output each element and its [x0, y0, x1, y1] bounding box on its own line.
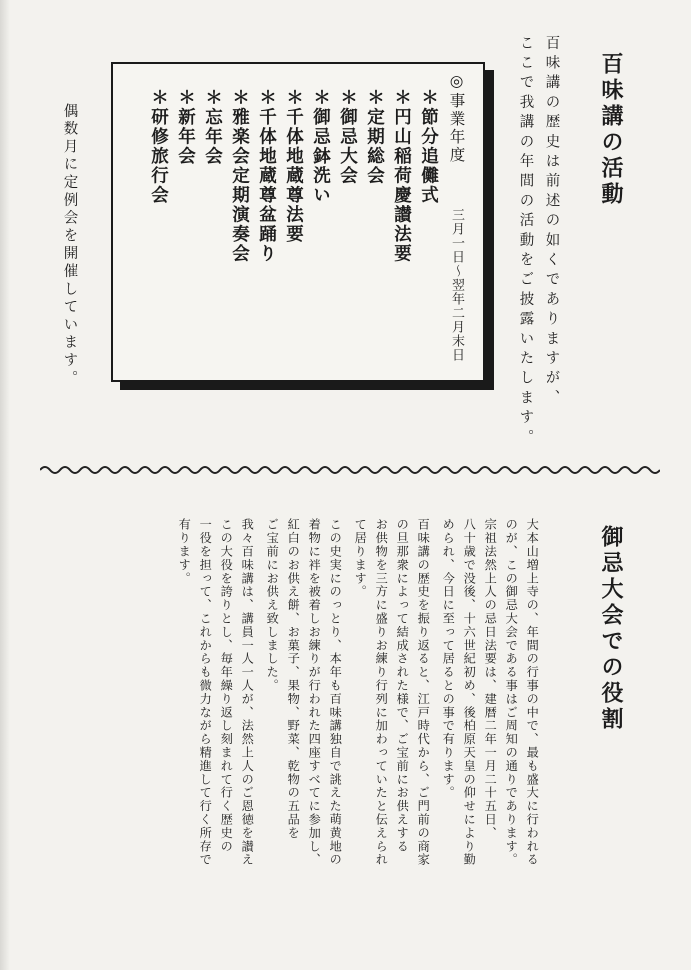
event-item: ＊御忌大会: [337, 88, 358, 186]
body-line: の旦那衆によって結成された様で、ご宝前にお供えする: [395, 518, 410, 853]
event-item: ＊雅楽会定期演奏会: [229, 88, 250, 264]
body-line: 八十歳で没後、十六世紀初め、後柏原天皇の仰せにより勤: [462, 518, 477, 867]
event-item: ＊節分追儺式: [418, 88, 439, 205]
meeting-note: 偶数月に定例会を開催しています。: [61, 103, 78, 388]
intro-line-1: 百味講の歴史は前述の如くでありますが、: [543, 35, 560, 410]
body-line: この大役を誇りとし、毎年繰り返し刻まれて行く歴史の: [219, 518, 234, 853]
body-line: て居ります。: [353, 518, 368, 599]
event-item: ＊新年会: [175, 88, 196, 166]
body-line: 一役を担って、これからも微力ながら精進して行く所存で: [198, 518, 213, 867]
page-edge-shadow: [0, 0, 10, 970]
event-item: ＊研修旅行会: [148, 88, 169, 205]
bottom-heading: 御忌大会での役割: [598, 525, 624, 733]
body-line: 我々百味講は、講員一人一人が、法然上人のご恩徳を讃え: [240, 518, 255, 867]
body-line: 有ります。: [177, 518, 192, 585]
event-item: ＊忘年会: [202, 88, 223, 166]
intro-line-2: ここで我講の年間の活動をご披露いたします。: [517, 35, 534, 449]
event-item: ＊定期総会: [364, 88, 385, 186]
body-line: 着物に袢を被着しお練りが行われた四座すべてに参加し、: [307, 518, 322, 867]
body-line: 紅白のお供え餅、お菓子、果物、野菜、乾物の五品を: [286, 518, 301, 840]
body-line: められ、今日に至って居るとの事で有ります。: [441, 518, 456, 800]
event-item: ＊御忌鉢洗い: [310, 88, 331, 205]
wavy-divider: [40, 462, 660, 478]
fiscal-year-title: ◎事業年度: [447, 72, 466, 165]
body-line: 宗祖法然上人の忌日法要は、建暦二年一月二十五日、: [483, 518, 498, 840]
body-line: 百味講の歴史を振り返ると、江戸時代から、ご門前の商家: [416, 518, 431, 867]
event-item: ＊千体地蔵尊法要: [283, 88, 304, 244]
body-line: この史実にのっとり、本年も百味講独自で誂えた萌黄地の: [328, 518, 343, 867]
body-line: ご宝前にお供え致しました。: [265, 518, 280, 693]
fiscal-year-period: 三月一日～翌年二月末日: [449, 208, 464, 362]
top-heading: 百味講の活動: [598, 52, 624, 208]
event-item: ＊円山稲荷慶讃法要: [391, 88, 412, 264]
body-line: 大本山増上寺の、年間の行事の中で、最も盛大に行われる: [525, 518, 540, 867]
body-line: のが、この御忌大会である事はご周知の通りであります。: [504, 518, 519, 867]
body-line: お供物を三方に盛りお練り行列に加わっていたと伝えられ: [374, 518, 389, 867]
event-item: ＊千体地蔵尊盆踊り: [256, 88, 277, 264]
